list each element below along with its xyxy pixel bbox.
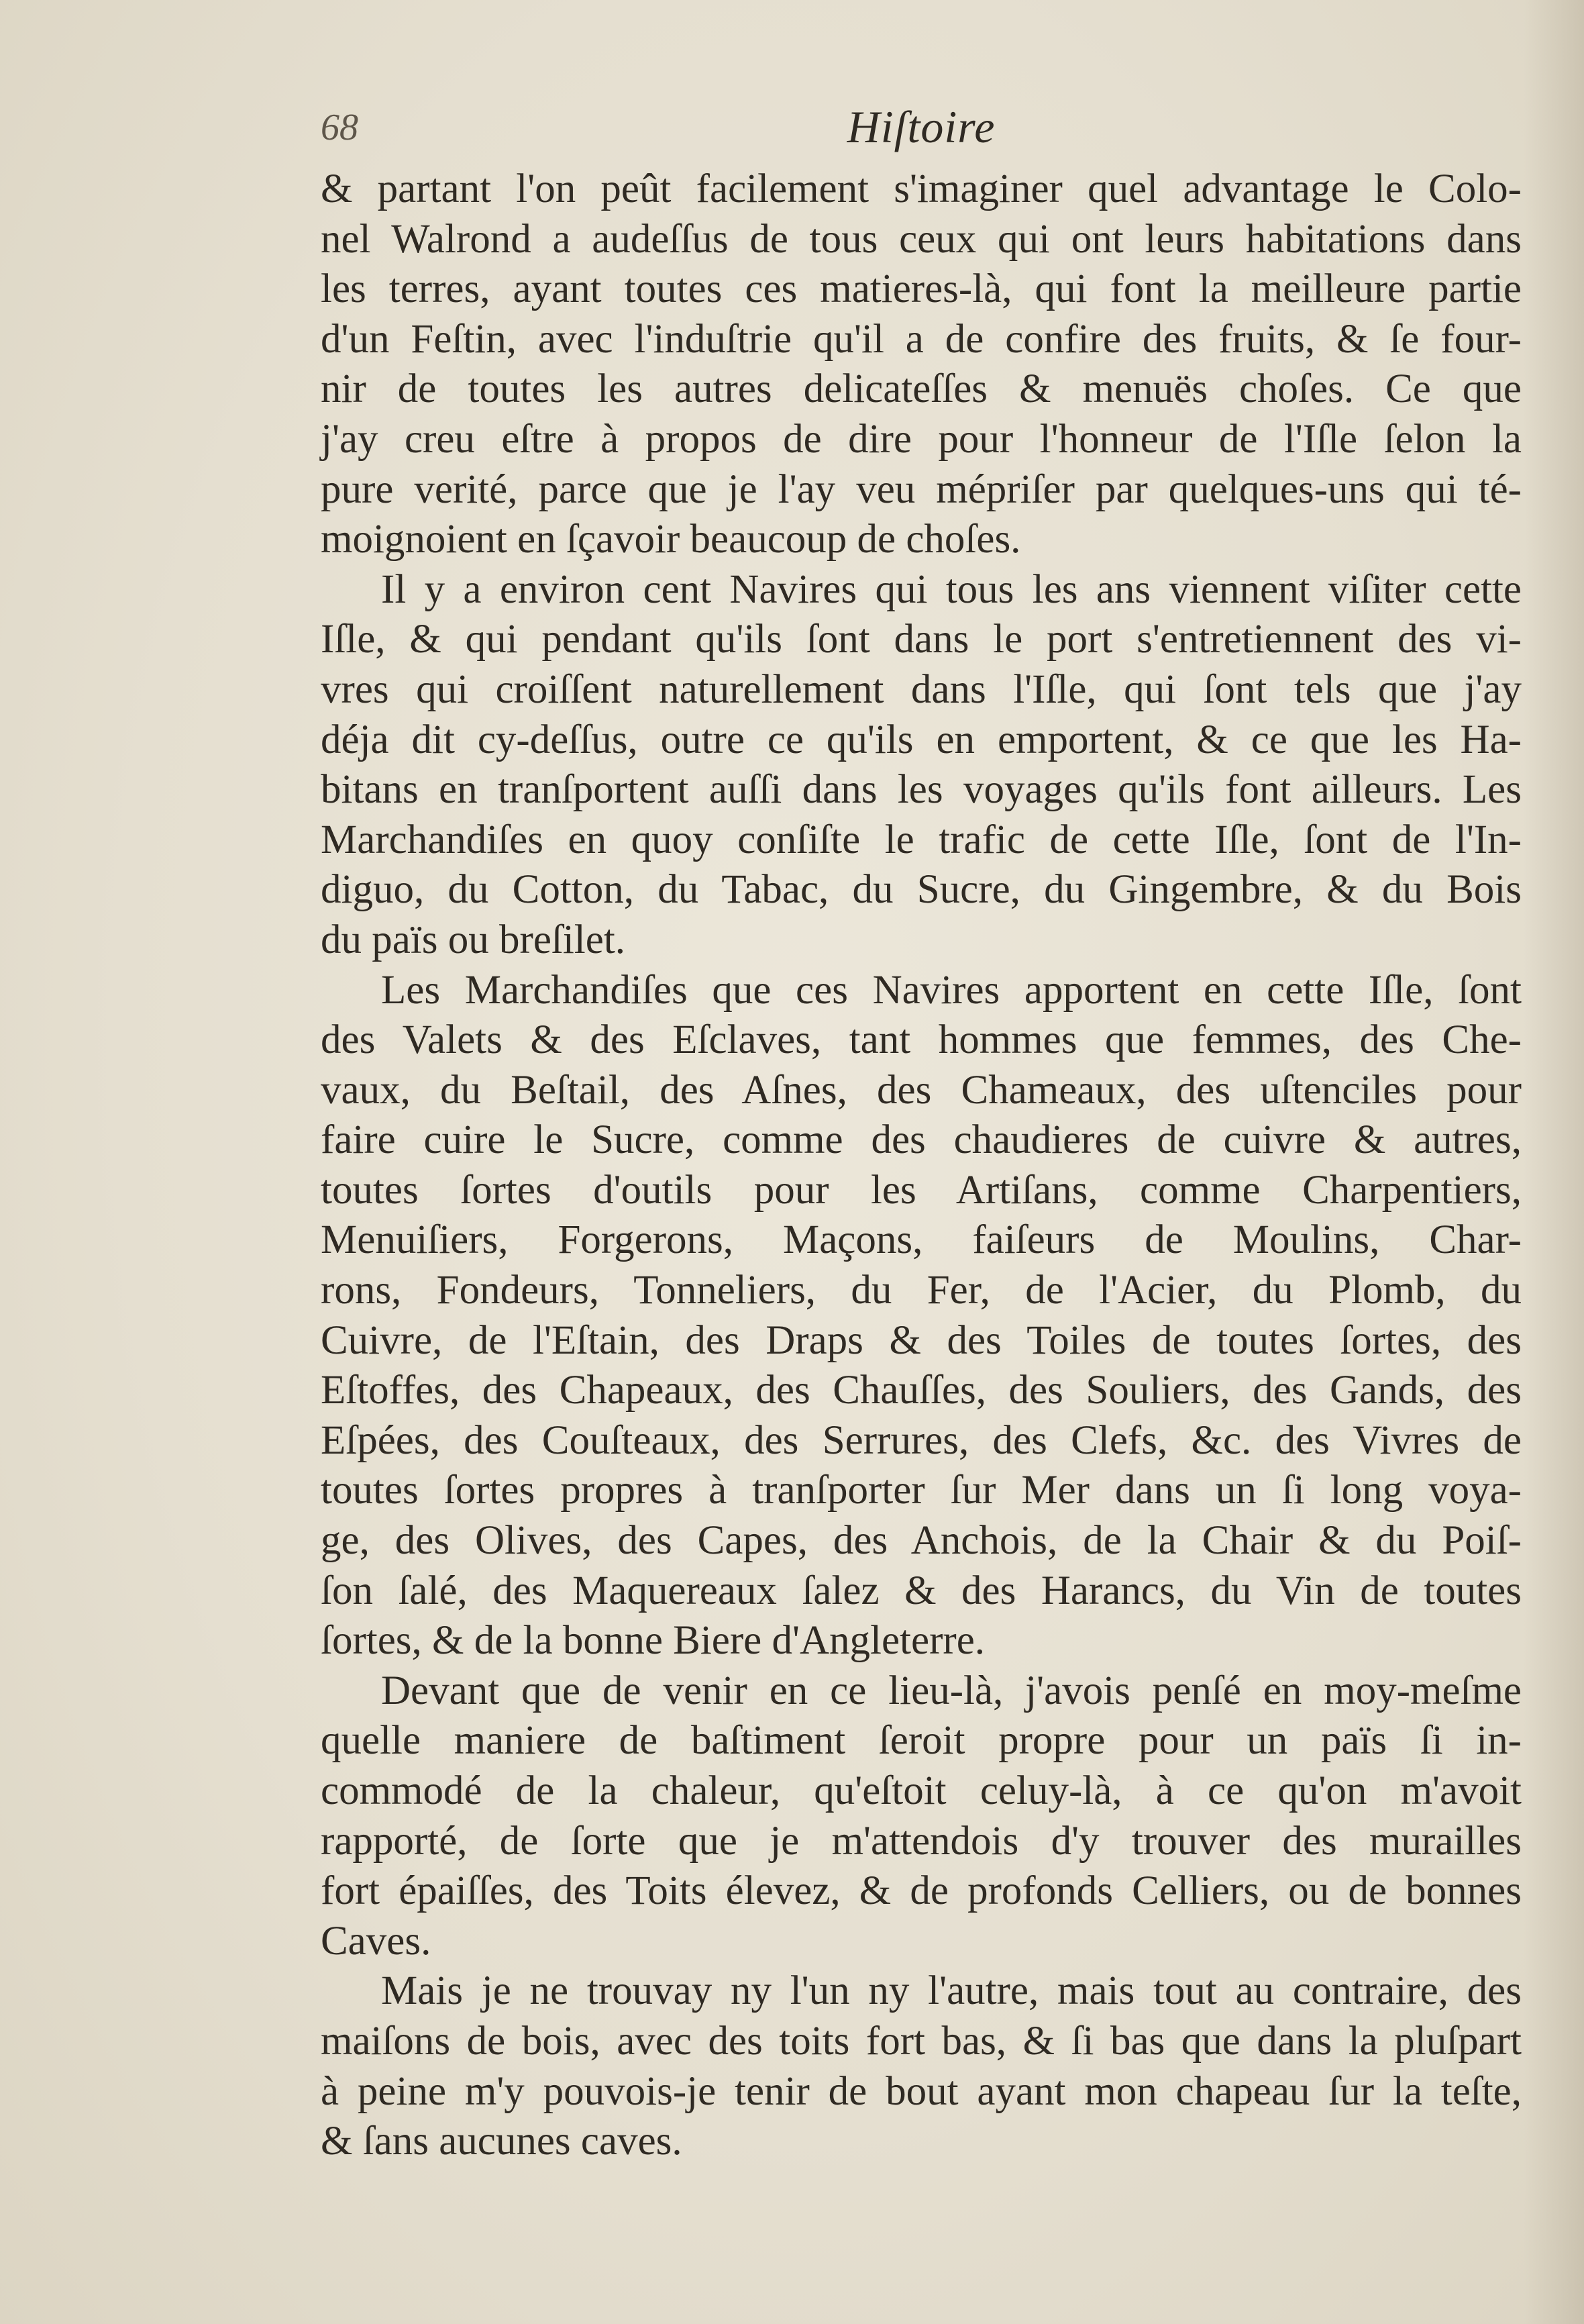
text-line: Marchandiſes en quoy conſiſte le trafic de cette Iſle, ſont de l'In- — [321, 817, 1522, 862]
text-line: du païs ou breſilet. — [321, 917, 626, 962]
text-line: & partant l'on peût facilement s'imaginer quel advantage le Colo- — [321, 166, 1522, 211]
text-line: Iſle, & qui pendant qu'ils ſont dans le port s'entretiennent des vi- — [321, 617, 1522, 662]
text-line: Mais je ne trouvay ny l'un ny l'autre, mais tout au contraire, des — [381, 1968, 1522, 2014]
text-line: nel Walrond a audeſſus de tous ceux qui ont leurs habitations dans — [321, 216, 1522, 262]
text-line: toutes ſortes d'outils pour les Artiſans, comme Charpentiers, — [321, 1167, 1522, 1213]
paragraph — [321, 164, 1522, 565]
text-line: maiſons de bois, avec des toits fort bas, & ſi bas que dans la pluſpart — [321, 2018, 1522, 2064]
text-line: diguo, du Cotton, du Tabac, du Sucre, du Gingembre, & du Bois — [321, 867, 1522, 913]
running-head — [321, 101, 1522, 161]
text-line: les terres, ayant toutes ces matieres-là, qui font la meilleure partie — [321, 266, 1522, 312]
running-title: Hiſtoire — [847, 101, 996, 152]
paragraph — [321, 565, 1522, 966]
text-line: déja dit cy-deſſus, outre ce qu'ils en emportent, & ce que les Ha- — [321, 717, 1522, 762]
text-line: Il y a environ cent Navires qui tous les ans viennent viſiter cette — [381, 566, 1522, 612]
text-line: vaux, du Beſtail, des Aſnes, des Chameaux, des uſtenciles pour — [321, 1067, 1522, 1113]
text-line: des Valets & des Eſclaves, tant hommes que femmes, des Che- — [321, 1017, 1522, 1063]
paragraph — [321, 966, 1522, 1666]
text-line: Devant que de venir en ce lieu-là, j'avois penſé en moy-meſme — [381, 1668, 1522, 1713]
text-line: Cuivre, de l'Eſtain, des Draps & des Toiles de toutes ſortes, des — [321, 1317, 1522, 1363]
page-number: 68 — [321, 107, 358, 148]
text-line: ſon ſalé, des Maquereaux ſalez & des Harancs, du Vin de toutes — [321, 1568, 1522, 1613]
text-line: moignoient en ſçavoir beaucoup de choſes. — [321, 517, 1021, 562]
text-line: faire cuire le Sucre, comme des chaudieres de cuivre & autres, — [321, 1117, 1522, 1163]
text-line: toutes ſortes propres à tranſporter ſur Mer dans un ſi long voya- — [321, 1468, 1522, 1513]
text-line: ſortes, & de la bonne Biere d'Angleterre. — [321, 1618, 986, 1664]
text-line: Eſpées, des Couſteaux, des Serrures, des Clefs, &c. des Vivres de — [321, 1417, 1522, 1463]
text-line: Les Marchandiſes que ces Navires apportent en cette Iſle, ſont — [381, 967, 1522, 1013]
text-line: fort épaiſſes, des Toits élevez, & de profonds Celliers, ou de bonnes — [321, 1868, 1522, 1914]
text-line: bitans en tranſportent auſſi dans les voyages qu'ils font ailleurs. Les — [321, 767, 1522, 813]
text-line: j'ay creu eſtre à propos de dire pour l'honneur de l'Iſle ſelon la — [321, 416, 1522, 462]
text-line: rons, Fondeurs, Tonneliers, du Fer, de l'Acier, du Plomb, du — [321, 1268, 1522, 1313]
paragraph — [321, 1666, 1522, 1967]
text-line: à peine m'y pouvois-je tenir de bout ayant mon chapeau ſur la teſte, — [321, 2068, 1522, 2114]
text-line: pure verité, parce que je l'ay veu mépriſer par quelques-uns qui té- — [321, 466, 1522, 512]
text-line: d'un Feſtin, avec l'induſtrie qu'il a de confire des fruits, & ſe four- — [321, 316, 1522, 362]
text-line: Eſtoffes, des Chapeaux, des Chauſſes, des Souliers, des Gands, des — [321, 1368, 1522, 1413]
text-line: rapporté, de ſorte que je m'attendois d'y trouver des murailles — [321, 1818, 1522, 1864]
text-line: Caves. — [321, 1918, 431, 1964]
paragraph — [321, 1966, 1522, 2166]
text-line: commodé de la chaleur, qu'eſtoit celuy-là, à ce qu'on m'avoit — [321, 1768, 1522, 1813]
text-line: nir de toutes les autres delicateſſes & menuës choſes. Ce que — [321, 366, 1522, 412]
text-line: vres qui croiſſent naturellement dans l'Iſle, qui ſont tels que j'ay — [321, 666, 1522, 712]
text-line: Menuiſiers, Forgerons, Maçons, faiſeurs de Moulins, Char- — [321, 1217, 1522, 1263]
text-line: ge, des Olives, des Capes, des Anchois, de la Chair & du Poiſ- — [321, 1518, 1522, 1564]
body-text — [321, 164, 1522, 2167]
text-line: & ſans aucunes caves. — [321, 2119, 682, 2164]
text-line: quelle maniere de baſtiment ſeroit propre pour un païs ſi in- — [321, 1718, 1522, 1764]
